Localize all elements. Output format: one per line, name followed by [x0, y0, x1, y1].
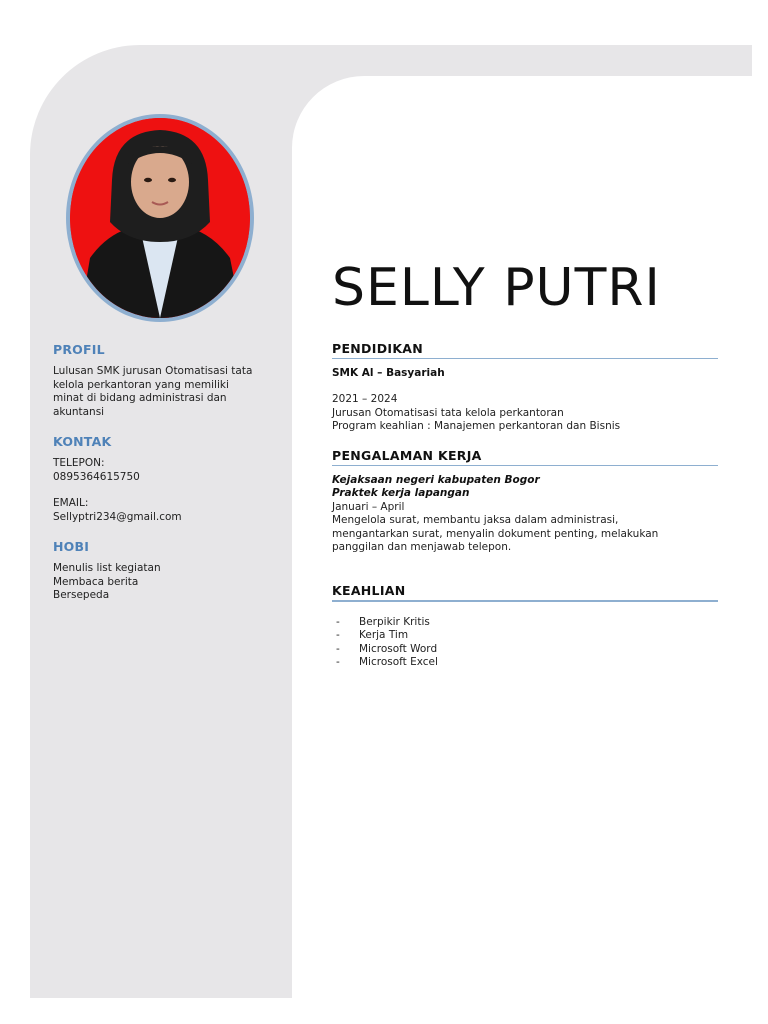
work-desc-line: panggilan dan menjawab telepon.	[332, 541, 512, 554]
keahlian-heading: KEAHLIAN	[332, 583, 718, 602]
phone-value: 0895364615750	[53, 470, 140, 483]
skill-label: Microsoft Excel	[359, 656, 438, 669]
pendidikan-heading: PENDIDIKAN	[332, 341, 718, 359]
skill-label: Berpikir Kritis	[359, 616, 430, 628]
profil-line: Lulusan SMK jurusan Otomatisasi tata	[53, 365, 253, 377]
profile-photo	[66, 114, 254, 322]
school-major: Jurusan Otomatisasi tata kelola perkantoran	[332, 406, 564, 419]
skill-label: Microsoft Word	[359, 642, 438, 655]
work-place: Kejaksaan negeri kabupaten Bogor	[332, 474, 540, 486]
bullet-dash: -	[336, 616, 340, 628]
skill-item	[332, 629, 718, 642]
profil-section	[53, 342, 278, 419]
pengalaman-section	[332, 448, 718, 554]
work-role: Praktek kerja lapangan	[332, 487, 470, 500]
skill-item	[332, 656, 718, 669]
school-years: 2021 – 2024	[332, 393, 398, 406]
profil-line: minat di bidang administrasi dan	[53, 392, 227, 404]
skills-list	[332, 616, 718, 670]
skill-item	[332, 643, 718, 656]
profil-line: kelola perkantoran yang memiliki	[53, 378, 229, 391]
candidate-name: SELLY PUTRI	[332, 258, 661, 318]
school-program: Program keahlian : Manajemen perkantoran dan Bisnis	[332, 420, 621, 433]
pengalaman-heading: PENGALAMAN KERJA	[332, 448, 718, 466]
phone-label: TELEPON:	[53, 457, 105, 469]
bullet-dash: -	[336, 629, 340, 642]
email-label: EMAIL:	[53, 497, 89, 509]
keahlian-section	[332, 583, 718, 670]
hobi-item: Menulis list kegiatan	[53, 562, 161, 574]
profil-heading: PROFIL	[53, 342, 105, 357]
work-period: Januari – April	[332, 500, 405, 513]
skill-item	[332, 616, 718, 629]
hobi-item: Membaca berita	[53, 575, 139, 588]
hobi-section	[53, 539, 278, 603]
work-desc-line: Mengelola surat, membantu jaksa dalam administrasi,	[332, 514, 619, 527]
hobi-item: Bersepeda	[53, 589, 110, 601]
school-name: SMK Al – Basyariah	[332, 367, 445, 379]
pendidikan-section	[332, 341, 718, 434]
kontak-section	[53, 434, 278, 524]
bullet-dash: -	[336, 642, 340, 655]
email-value: Sellyptri234@gmail.com	[53, 510, 182, 523]
kontak-heading: KONTAK	[53, 434, 112, 449]
profil-line: akuntansi	[53, 405, 105, 418]
bullet-dash: -	[336, 656, 340, 669]
work-desc-line: mengantarkan surat, menyalin dokument penting, melakukan	[332, 527, 659, 540]
hobi-heading: HOBI	[53, 539, 90, 554]
skill-label: Kerja Tim	[359, 629, 409, 642]
